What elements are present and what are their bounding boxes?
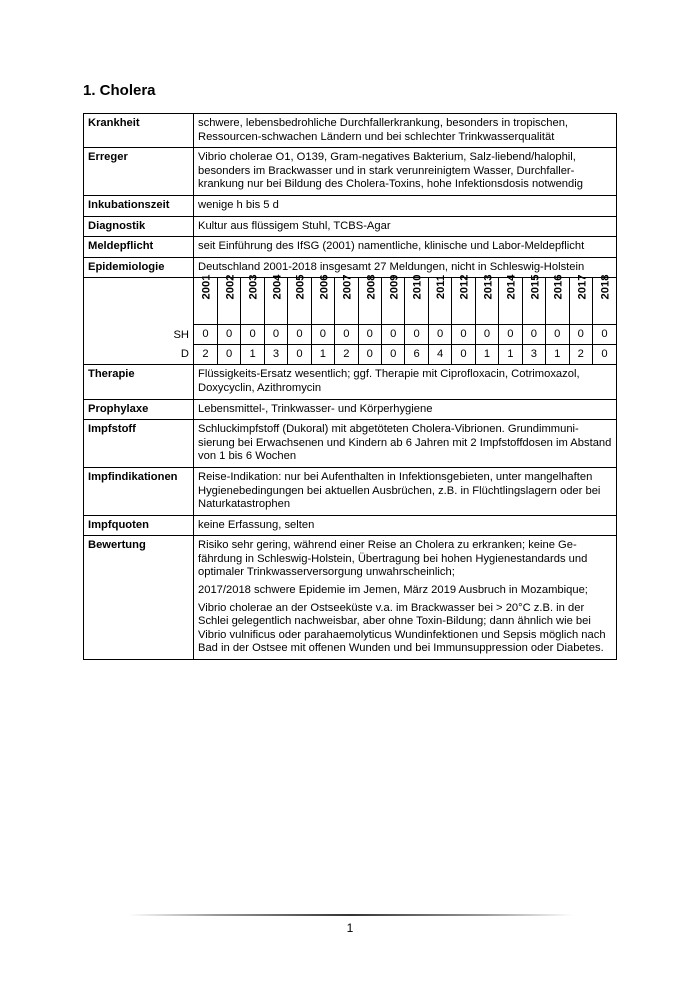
d-value-2015: 3 (522, 345, 545, 365)
year-header-2011 (428, 275, 451, 325)
series-label-sh: SH (173, 329, 189, 342)
row-bewertung (84, 536, 617, 660)
year-label: 2009 (388, 274, 401, 300)
year-label: 2011 (435, 275, 448, 300)
d-value-2002: 0 (217, 345, 240, 365)
year-header-2004 (264, 274, 287, 325)
year-header-2013 (475, 274, 498, 325)
year-label: 2017 (575, 274, 588, 300)
text-impfquoten: keine Erfassung, selten (194, 515, 617, 536)
row-erreger (84, 148, 617, 196)
year-label: 2004 (271, 274, 284, 300)
label-krankheit: Krankheit (84, 114, 194, 148)
d-value-2001: 2 (194, 345, 217, 365)
d-value-2012: 0 (452, 345, 475, 365)
d-value-2016: 1 (546, 345, 569, 365)
label-meldepflicht: Meldepflicht (84, 237, 194, 258)
row-impfindikationen (84, 467, 617, 515)
row-therapie (84, 365, 617, 399)
year-label: 2007 (341, 274, 354, 300)
text-epidemiologie: Deutschland 2001-2018 insgesamt 27 Meldungen, nicht in Schleswig-Holstein (194, 257, 617, 278)
label-erreger: Erreger (84, 148, 194, 196)
label-impfindikationen: Impfindikationen (84, 467, 194, 515)
d-value-2018: 0 (592, 345, 616, 365)
text-krankheit: schwere, lebensbedrohliche Durchfallerkrankung, besonders in tropischen, Ressourcen-schwachen Ländern und bei schlechter Trinkwasserqualität (194, 114, 617, 148)
year-header-2010 (405, 274, 428, 325)
year-header-2002 (217, 274, 240, 325)
series-label-d: D (180, 348, 189, 361)
year-header-2017 (569, 274, 592, 325)
row-impfquoten (84, 515, 617, 536)
text-therapie: Flüssigkeits-Ersatz wesentlich; ggf. Therapie mit Ciprofloxacin, Cotrimoxazol, Doxycyclin, Azithromycin (194, 365, 617, 399)
text-impfstoff: Schluckimpfstoff (Dukoral) mit abgetöteten Cholera-Vibrionen. Grundimmuni-sierung bei Erwachsenen und Kindern ab 6 Jahren mit 2 Impfstoffdosen im Abstand von 1 bis 6 Wochen (194, 420, 617, 468)
sh-value-2013: 0 (475, 325, 498, 345)
d-value-2003: 1 (241, 345, 264, 365)
row-meldezahlen (84, 278, 617, 365)
bewertung-paragraph: Risiko sehr gering, während einer Reise an Cholera zu erkranken; keine Ge-fährdung in Schleswig-Holstein, Übertragung bei hohen Hygienestandards und optimaler Trinkwasserversorgung unwahrscheinlich; (198, 539, 588, 579)
year-label: 2002 (224, 274, 237, 300)
row-meldepflicht (84, 237, 617, 258)
year-label: 2013 (482, 274, 495, 300)
sh-value-2015: 0 (522, 325, 545, 345)
year-label: 2012 (458, 274, 471, 300)
year-header-2012 (452, 274, 475, 325)
text-diagnostik: Kultur aus flüssigem Stuhl, TCBS-Agar (194, 216, 617, 237)
year-header-2005 (288, 274, 311, 325)
year-header-2007 (335, 274, 358, 325)
d-value-2007: 2 (335, 345, 358, 365)
year-header-2015 (522, 274, 545, 325)
row-impfstoff (84, 420, 617, 468)
d-value-2013: 1 (475, 345, 498, 365)
text-erreger: Vibrio cholerae O1, O139, Gram-negatives Bakterium, Salz-liebend/halophil, besonders im Brackwasser und in stark verunreinigtem Wasser, Durchfaller-krankung nur bei Bildung des Cholera-Toxins, hohe Infektionsdosis notwendig (194, 148, 617, 196)
label-inkubation: Inkubationszeit (84, 195, 194, 216)
year-label: 2008 (365, 274, 378, 300)
year-label: 2010 (411, 274, 424, 300)
cholera-table (83, 113, 617, 660)
row-inkubation (84, 195, 617, 216)
text-meldepflicht: seit Einführung des IfSG (2001) namentliche, klinische und Labor-Meldepflicht (194, 237, 617, 258)
year-label: 2005 (294, 274, 307, 300)
year-label: 2016 (552, 274, 565, 300)
sh-value-2008: 0 (358, 325, 381, 345)
footer-divider (128, 914, 573, 916)
page-title: 1. Cholera (83, 82, 156, 99)
sh-value-2009: 0 (382, 325, 405, 345)
d-value-2004: 3 (264, 345, 287, 365)
d-value-2009: 0 (382, 345, 405, 365)
sh-value-2004: 0 (264, 325, 287, 345)
label-epidemiologie: Epidemiologie (84, 257, 194, 278)
year-table (194, 274, 616, 364)
d-value-2017: 2 (569, 345, 592, 365)
sh-value-2014: 0 (499, 325, 522, 345)
sh-value-2005: 0 (288, 325, 311, 345)
bewertung-paragraph: Vibrio cholerae an der Ostseeküste v.a. im Brackwasser bei > 20°C z.B. in der Schlei gelegentlich nachweisbar, aber ohne Toxin-Bildung; dann ähnlich wie bei Vibrio vulnificus oder parahaemolyticus Wundinfektionen und Sepsis möglich nach Bad in der Ostsee mit offenen Wunden und bei Immunsuppression oder Diabetes. (198, 601, 606, 655)
sh-value-2006: 0 (311, 325, 334, 345)
sh-value-2001: 0 (194, 325, 217, 345)
sh-value-2018: 0 (592, 325, 616, 345)
year-header-2016 (546, 274, 569, 325)
label-impfstoff: Impfstoff (84, 420, 194, 468)
year-header-2001 (194, 274, 217, 325)
year-header-2008 (358, 274, 381, 325)
year-header-2014 (499, 274, 522, 325)
year-header-row (194, 278, 616, 325)
text-inkubation: wenige h bis 5 d (194, 195, 617, 216)
sh-value-2007: 0 (335, 325, 358, 345)
page-number: 1 (346, 921, 354, 935)
row-krankheit (84, 114, 617, 148)
sh-value-2016: 0 (546, 325, 569, 345)
year-header-2006 (311, 274, 334, 325)
text-impfindikationen: Reise-Indikation: nur bei Aufenthalten in Infektionsgebieten, unter mangelhaften Hygienebedingungen bei aktuellen Ausbrüchen, z.B. in Flüchtlingslagern oder bei Naturkatastrophen (194, 467, 617, 515)
sh-value-2002: 0 (217, 325, 240, 345)
year-label: 2014 (505, 274, 518, 300)
text-prophylaxe: Lebensmittel-, Trinkwasser- und Körperhygiene (194, 399, 617, 420)
d-value-2006: 1 (311, 345, 334, 365)
d-value-2011: 4 (428, 345, 451, 365)
label-prophylaxe: Prophylaxe (84, 399, 194, 420)
year-label: 2018 (599, 274, 612, 300)
year-label: 2001 (200, 274, 213, 300)
d-value-2008: 0 (358, 345, 381, 365)
sh-value-2003: 0 (241, 325, 264, 345)
label-therapie: Therapie (84, 365, 194, 399)
row-prophylaxe (84, 399, 617, 420)
d-value-2010: 6 (405, 345, 428, 365)
sh-value-2012: 0 (452, 325, 475, 345)
year-label: 2003 (247, 274, 260, 300)
label-bewertung: Bewertung (84, 536, 194, 660)
text-bewertung (194, 536, 617, 660)
label-diagnostik: Diagnostik (84, 216, 194, 237)
bewertung-paragraph: 2017/2018 schwere Epidemie im Jemen, März 2019 Ausbruch in Mozambique; (198, 584, 588, 597)
sh-value-2010: 0 (405, 325, 428, 345)
year-label: 2006 (318, 274, 331, 300)
d-value-2005: 0 (288, 345, 311, 365)
year-header-2009 (382, 274, 405, 325)
sh-value-2011: 0 (428, 325, 451, 345)
year-header-2018 (592, 274, 616, 325)
sh-value-2017: 0 (569, 325, 592, 345)
year-header-2003 (241, 274, 264, 325)
year-table-cell (194, 274, 617, 365)
series-labels (84, 278, 194, 365)
row-diagnostik (84, 216, 617, 237)
year-label: 2015 (529, 274, 542, 300)
d-value-2014: 1 (499, 345, 522, 365)
d-row (194, 345, 616, 365)
label-impfquoten: Impfquoten (84, 515, 194, 536)
sh-row (194, 325, 616, 345)
